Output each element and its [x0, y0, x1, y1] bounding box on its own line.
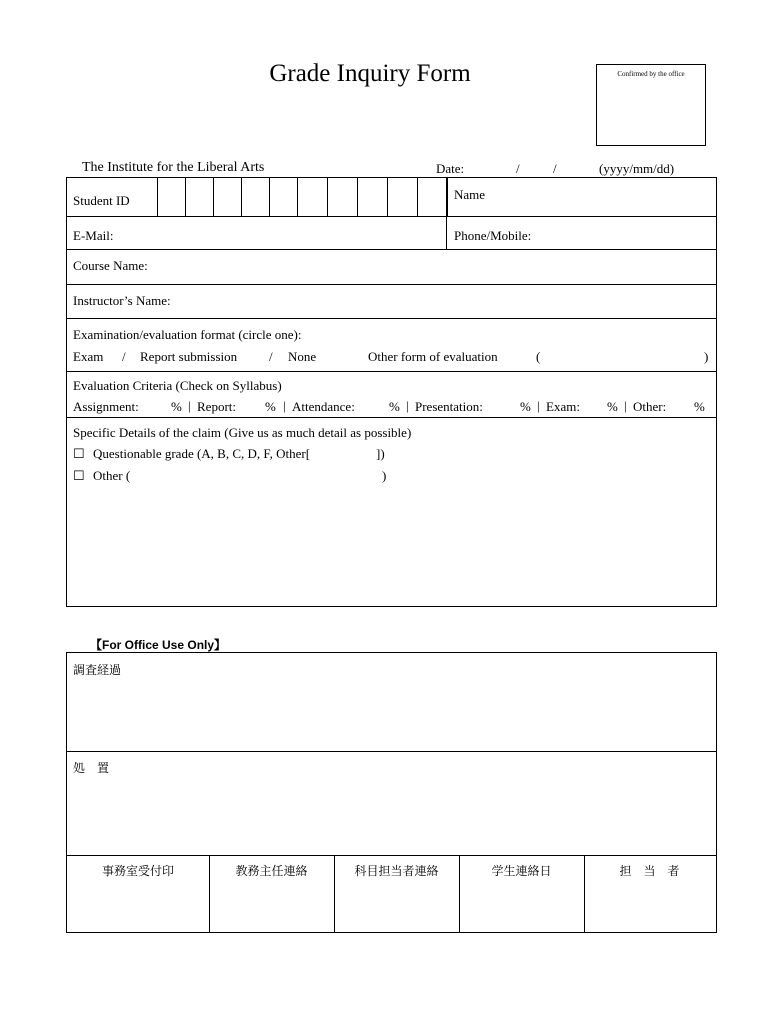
other-claim-checkbox[interactable]: ☐ [73, 468, 85, 483]
head-teacher-contact-label: 教務主任連絡 [235, 864, 308, 878]
criteria-assignment-label: Assignment: [73, 399, 139, 414]
id-cell-divider [213, 178, 214, 216]
option-report-submission: Report submission [140, 349, 238, 364]
inquiry-form-table [66, 177, 717, 607]
other-claim-close: ) [382, 468, 387, 483]
reception-stamp-label: 事務室受付印 [101, 864, 174, 878]
criteria-report-label: Report: [197, 399, 236, 414]
office-use-heading: 【For Office Use Only】 [90, 638, 227, 652]
criteria-exam-label: Exam: [546, 399, 580, 414]
option-none: None [288, 349, 317, 364]
signoff-row [67, 855, 716, 932]
instructor-name-label: Instructor’s Name: [73, 293, 171, 308]
questionable-grade-close: ]) [376, 446, 385, 461]
institute-name: The Institute for the Liberal Arts [82, 160, 265, 175]
other-claim-label: Other ( [93, 468, 131, 483]
investigation-row [67, 653, 716, 752]
email-label: E-Mail: [73, 228, 114, 243]
criteria-report-unit: % [265, 399, 276, 414]
phone-label: Phone/Mobile: [454, 228, 532, 243]
claim-details-label: Specific Details of the claim (Give us as much detail as possible) [73, 425, 412, 440]
course-row [67, 249, 716, 285]
evaluation-criteria-row [67, 371, 716, 418]
student-id-label: Student ID [73, 193, 130, 208]
person-in-charge-label: 担 当 者 [619, 864, 680, 878]
instructor-contact-label: 科目担当者連絡 [354, 864, 439, 878]
office-confirmation-stamp-box [596, 64, 706, 146]
criteria-assignment-unit: % [171, 399, 182, 414]
other-close-paren: ) [704, 349, 709, 364]
questionable-grade-label: Questionable grade (A, B, C, D, F, Other[ [93, 446, 311, 461]
student-contact-date-label: 学生連絡日 [491, 864, 552, 878]
option-separator: / [269, 349, 273, 364]
option-other-evaluation: Other form of evaluation [368, 349, 498, 364]
criteria-exam-unit: % [607, 399, 618, 414]
criteria-separator: | [188, 398, 191, 413]
id-cell-divider [417, 178, 418, 216]
option-exam: Exam [73, 349, 104, 364]
criteria-other-unit: % [694, 399, 705, 414]
id-cell-divider [357, 178, 358, 216]
confirmed-by-office-label: Confirmed by the office [617, 70, 685, 78]
date-separator-1: / [516, 161, 520, 176]
id-cell-divider [327, 178, 328, 216]
course-name-label: Course Name: [73, 258, 148, 273]
date-format-hint: (yyyy/mm/dd) [599, 161, 675, 176]
criteria-attendance-unit: % [389, 399, 400, 414]
criteria-separator: | [537, 398, 540, 413]
questionable-grade-checkbox[interactable]: ☐ [73, 446, 85, 461]
email-row [67, 216, 716, 250]
id-cell-divider [241, 178, 242, 216]
signoff-cell [209, 855, 334, 932]
investigation-label: 調査経過 [73, 663, 122, 677]
signoff-cell [584, 855, 715, 932]
id-cell-divider [157, 178, 158, 216]
criteria-presentation-label: Presentation: [415, 399, 483, 414]
action-row [67, 751, 716, 856]
date-label: Date: [436, 161, 465, 176]
id-cell-divider [269, 178, 270, 216]
criteria-other-label: Other: [633, 399, 667, 414]
office-use-table [66, 652, 717, 933]
form-title: Grade Inquiry Form [269, 60, 471, 87]
criteria-label: Evaluation Criteria (Check on Syllabus) [73, 378, 282, 393]
claim-details-area [67, 417, 716, 606]
id-cell-divider [387, 178, 388, 216]
other-open-paren: ( [536, 349, 541, 364]
evaluation-format-label: Examination/evaluation format (circle one): [73, 327, 302, 342]
id-cell-divider [185, 178, 186, 216]
student-id-row [67, 178, 716, 217]
evaluation-format-row [67, 318, 716, 372]
phone-cell-divider [446, 216, 447, 249]
name-label: Name [454, 187, 486, 202]
action-label: 処 置 [73, 761, 110, 775]
criteria-separator: | [283, 398, 286, 413]
criteria-presentation-unit: % [520, 399, 531, 414]
signoff-cell [334, 855, 459, 932]
signoff-cell [459, 855, 584, 932]
criteria-separator: | [406, 398, 409, 413]
criteria-attendance-label: Attendance: [292, 399, 355, 414]
option-separator: / [122, 349, 126, 364]
date-separator-2: / [553, 161, 557, 176]
id-cell-divider [297, 178, 298, 216]
criteria-separator: | [624, 398, 627, 413]
signoff-cell [67, 855, 209, 932]
name-cell-divider [446, 178, 447, 216]
instructor-row [67, 284, 716, 319]
